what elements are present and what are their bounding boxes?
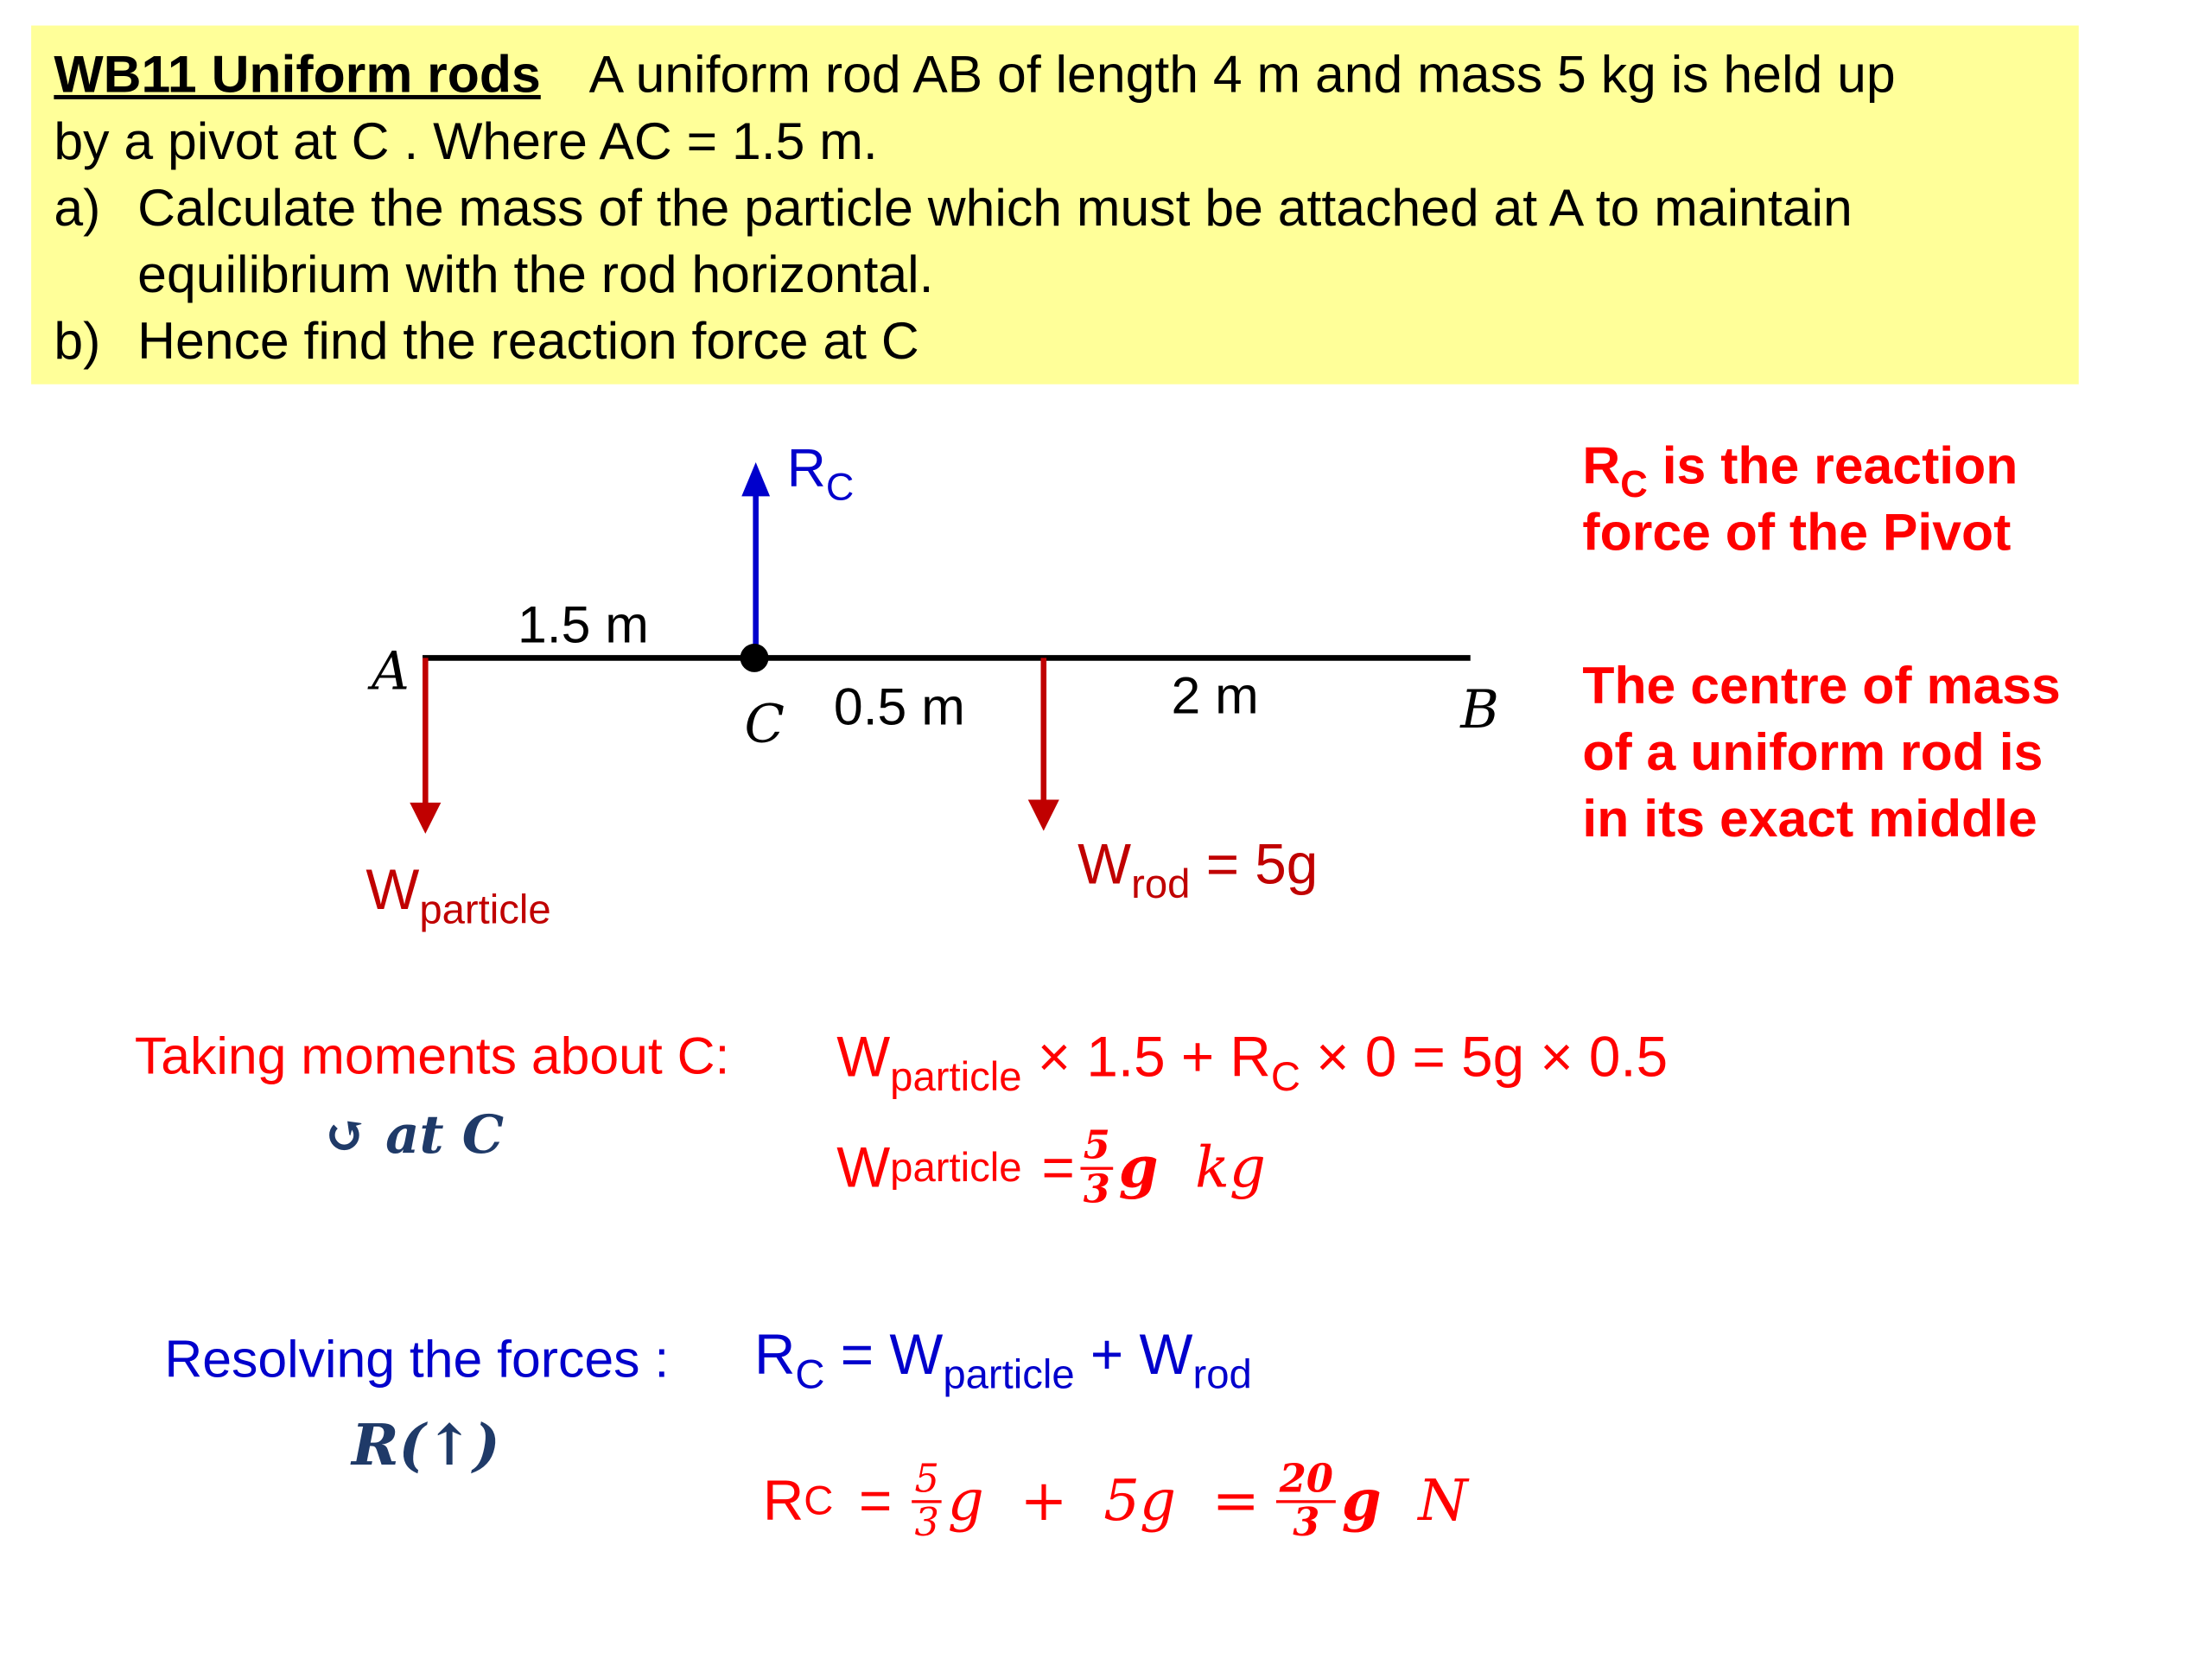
- moments-direction: ↺ at C: [323, 1103, 505, 1166]
- rod-weight-subscript: rod: [1131, 861, 1191, 908]
- distance-mid-b-label: 2 m: [1171, 666, 1259, 725]
- reaction-subscript: C: [825, 464, 855, 509]
- r-eq1-wr-sub: rod: [1192, 1352, 1252, 1399]
- note-centre-line-1: The centre of mass: [1582, 656, 2061, 715]
- note-centre-line-2: of a uniform rod is: [1582, 722, 2044, 782]
- note-reaction-subscript: C: [1620, 462, 1648, 505]
- reaction-symbol: R: [786, 439, 826, 499]
- resolving-equation-2: R C = $\frac{5}{3}$ g + 5g = $\frac{20}{3}$ g N: [762, 1456, 1468, 1547]
- question-tag: WB11 Uniform rods: [54, 45, 541, 104]
- r-eq2-fraction-2: [1276, 1456, 1336, 1547]
- part-a-line-1: Calculate the mass of the particle which must be attached at A to maintain: [137, 178, 1853, 238]
- rod-weight-label: [1077, 833, 1319, 908]
- resolving-equation-1: [754, 1324, 1252, 1399]
- r-eq2-r: R: [762, 1471, 804, 1534]
- note-reaction-line-2: force of the Pivot: [1582, 503, 2012, 562]
- r-eq1-wp-sub: particle: [943, 1352, 1075, 1399]
- m-eq1-w: W: [836, 1027, 891, 1090]
- distance-c-mid-label: 0.5 m: [833, 677, 965, 736]
- m-eq1-mid: × 1.5 + R: [1021, 1027, 1271, 1090]
- part-a-label: a): [54, 178, 101, 238]
- point-a-label: A: [371, 640, 410, 702]
- m-eq2-unit: kg: [1195, 1135, 1266, 1202]
- rod-weight-symbol: W: [1077, 833, 1132, 897]
- m-eq1-end: × 0 = 5g × 0.5: [1300, 1027, 1669, 1090]
- r-eq2-unit: N: [1418, 1469, 1468, 1535]
- moments-equation-2: W particle = $\frac{5}{3}$ g kg: [836, 1122, 1266, 1213]
- rod-weight-value: = 5g: [1190, 833, 1319, 897]
- point-b-label: B: [1460, 679, 1499, 741]
- reaction-force-label: [786, 439, 855, 509]
- part-b-label: b): [54, 312, 101, 371]
- particle-weight-symbol: W: [365, 859, 420, 922]
- resolving-direction: R(↑): [351, 1412, 500, 1479]
- moments-equation-1: [836, 1027, 1669, 1101]
- m-eq1-rc-sub: C: [1270, 1055, 1300, 1101]
- m-eq2-num: 5: [1080, 1128, 1113, 1171]
- m-eq2-den: 3: [1083, 1166, 1110, 1213]
- r-eq1-r: R: [754, 1324, 796, 1387]
- m-eq2-fraction: [1080, 1122, 1113, 1213]
- m-eq2-w: W: [836, 1137, 891, 1200]
- r-eq2-f1-num: 5: [912, 1460, 942, 1503]
- particle-weight-label: [365, 859, 551, 933]
- resolving-label: Resolving the forces :: [164, 1330, 670, 1389]
- rod-weight-arrow-head: [1028, 800, 1059, 831]
- question-intro: A uniform rod AB of length 4 m and mass 5 kg is held up: [588, 45, 1896, 104]
- particle-weight-subscript: particle: [419, 887, 551, 933]
- distance-ac-label: 1.5 m: [517, 595, 649, 654]
- r-eq2-f1-den: 3: [914, 1502, 939, 1547]
- pivot-point: [741, 644, 769, 672]
- r-eq1-eq: = W: [824, 1324, 944, 1387]
- note-reaction-line-1: [1582, 436, 2018, 505]
- point-c-label: C: [744, 693, 785, 755]
- r-eq1-r-sub: C: [795, 1352, 825, 1399]
- reaction-arrow-head: [741, 462, 770, 496]
- m-eq2-eq: =: [1041, 1137, 1075, 1200]
- r-eq2-f2-num: 20: [1276, 1460, 1336, 1503]
- r-eq1-plus: + W: [1074, 1324, 1193, 1387]
- question-line-2: by a pivot at C . Where AC = 1.5 m.: [54, 111, 878, 170]
- r-eq2-fraction-1: [912, 1457, 942, 1547]
- r-eq2-f2-den: 3: [1293, 1500, 1320, 1547]
- r-eq2-g: g: [1341, 1467, 1382, 1535]
- m-eq1-w-sub: particle: [890, 1055, 1022, 1101]
- note-reaction-text: is the reaction: [1647, 436, 2018, 495]
- note-centre-line-3: in its exact middle: [1582, 790, 2037, 849]
- r-eq2-eq: =: [858, 1471, 893, 1534]
- r-eq2-mid: g + 5g =: [947, 1469, 1260, 1535]
- part-b-text: Hence find the reaction force at C: [137, 312, 919, 371]
- moments-label: Taking moments about C:: [134, 1027, 730, 1085]
- particle-weight-arrow-head: [410, 803, 441, 834]
- note-reaction-symbol: R: [1582, 436, 1621, 495]
- part-a-line-2: equilibrium with the rod horizontal.: [137, 245, 934, 304]
- m-eq2-g: g: [1118, 1135, 1159, 1202]
